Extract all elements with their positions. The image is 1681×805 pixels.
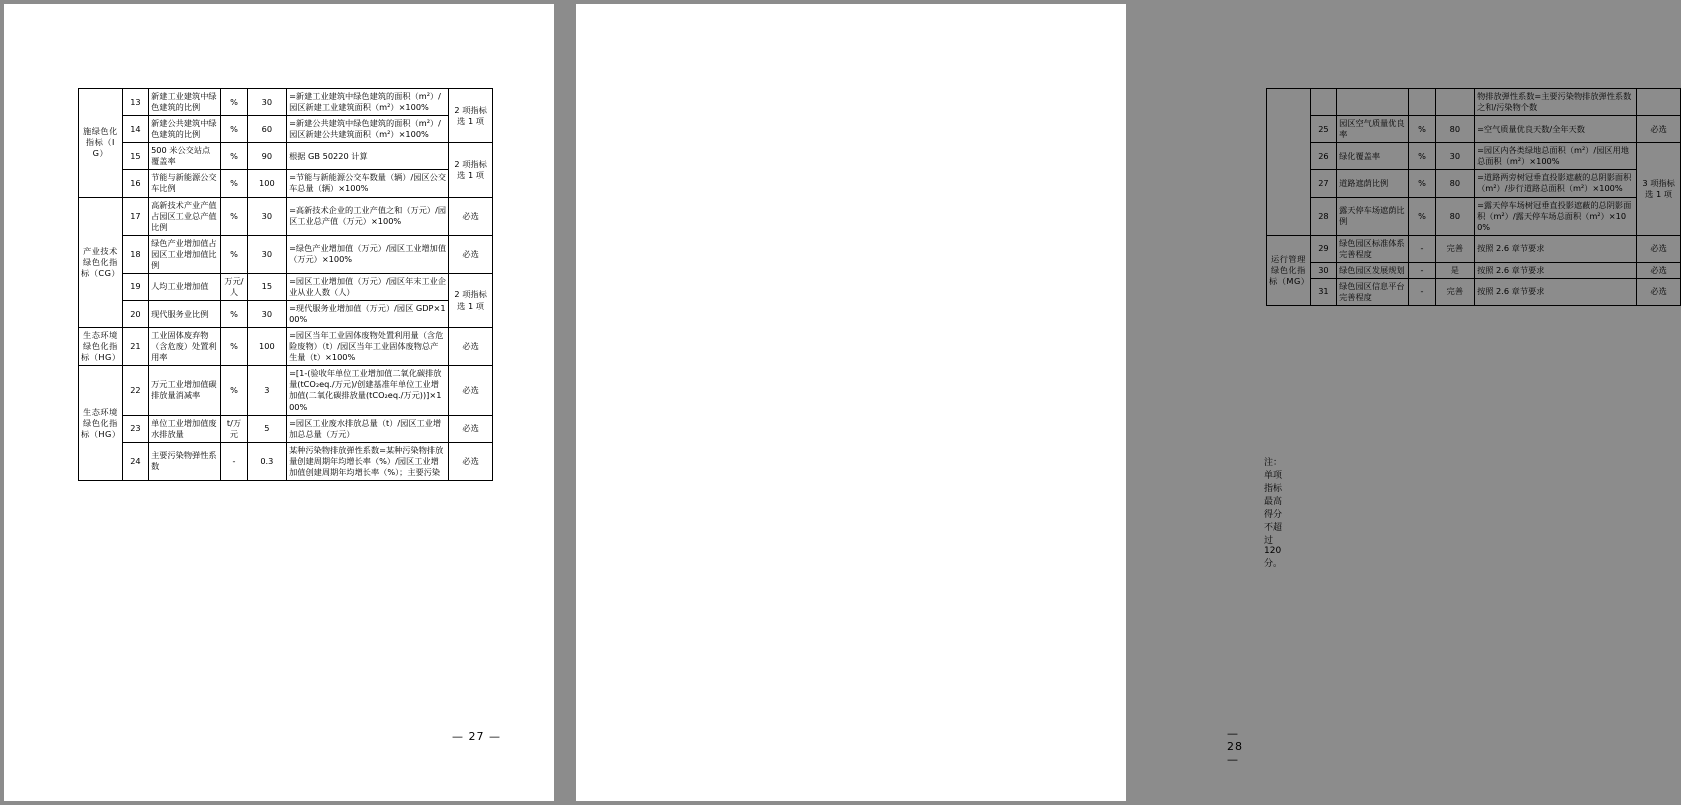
cell-value: 80 bbox=[1435, 197, 1474, 235]
table-row bbox=[79, 116, 493, 143]
cell-unit: % bbox=[1409, 143, 1435, 170]
cell-unit: % bbox=[1409, 197, 1435, 235]
cell-name: 园区空气质量优良率 bbox=[1337, 116, 1409, 143]
cell-unit: 万元/人 bbox=[221, 273, 247, 300]
cell-calc: 根据 GB 50220 计算 bbox=[287, 143, 449, 170]
cell-calc: =高新技术企业的工业产值之和（万元）/园区工业总产值（万元）×100% bbox=[287, 197, 449, 235]
cell-no: 19 bbox=[122, 273, 148, 300]
cell-calc: 按照 2.6 章节要求 bbox=[1475, 235, 1637, 262]
cell-requirement: 必选 bbox=[1637, 235, 1681, 262]
cell-no: 21 bbox=[122, 328, 148, 366]
table-row bbox=[79, 235, 493, 273]
cell-value: 15 bbox=[247, 273, 286, 300]
cell-value: 60 bbox=[247, 116, 286, 143]
cell-unit: % bbox=[221, 89, 247, 116]
cell-unit: - bbox=[1409, 235, 1435, 262]
table-row bbox=[79, 301, 493, 328]
cell-name: 绿化覆盖率 bbox=[1337, 143, 1409, 170]
table-row bbox=[1267, 262, 1681, 278]
table-row bbox=[79, 442, 493, 480]
cell-unit: % bbox=[221, 328, 247, 366]
cell-calc: =新建工业建筑中绿色建筑的面积（m²）/园区新建工业建筑面积（m²）×100% bbox=[287, 89, 449, 116]
cell-value: 0.3 bbox=[247, 442, 286, 480]
cell-no bbox=[1310, 89, 1336, 116]
indicator-table-right bbox=[1266, 88, 1681, 306]
cell-unit: % bbox=[1409, 170, 1435, 197]
cell-requirement: 2 项指标选 1 项 bbox=[449, 89, 493, 143]
cell-calc: =露天停车场树冠垂直投影遮蔽的总阴影面积（m²）/露天停车场总面积（m²）×100% bbox=[1475, 197, 1637, 235]
cell-calc: =新建公共建筑中绿色建筑的面积（m²）/园区新建公共建筑面积（m²）×100% bbox=[287, 116, 449, 143]
page-number: — 28 — bbox=[1227, 727, 1243, 766]
cell-calc: =园区工业废水排放总量（t）/园区工业增加总总量（万元） bbox=[287, 415, 449, 442]
cell-name: 单位工业增加值废水排放量 bbox=[149, 415, 221, 442]
cell-name: 工业固体废弃物（含危废）处置利用率 bbox=[149, 328, 221, 366]
cell-calc: 按照 2.6 章节要求 bbox=[1475, 262, 1637, 278]
cell-unit bbox=[1409, 89, 1435, 116]
cell-no: 27 bbox=[1310, 170, 1336, 197]
cell-category: 生态环境绿色化指标（HG） bbox=[79, 328, 123, 366]
table-row bbox=[1267, 143, 1681, 170]
cell-value: 80 bbox=[1435, 170, 1474, 197]
cell-unit: t/万元 bbox=[221, 415, 247, 442]
cell-name: 500 米公交站点覆盖率 bbox=[149, 143, 221, 170]
page-28 bbox=[576, 4, 1675, 801]
cell-value: 90 bbox=[247, 143, 286, 170]
cell-unit: - bbox=[1409, 278, 1435, 305]
cell-name: 露天停车场遮荫比例 bbox=[1337, 197, 1409, 235]
cell-calc: =园区工业增加值（万元）/园区年末工业企业从业人数（人） bbox=[287, 273, 449, 300]
cell-unit: % bbox=[221, 143, 247, 170]
cell-no: 31 bbox=[1310, 278, 1336, 305]
table-row bbox=[79, 415, 493, 442]
cell-name: 绿色园区信息平台完善程度 bbox=[1337, 278, 1409, 305]
table-row bbox=[79, 366, 493, 415]
table-note: 注：单项指标最高得分不超过 120 分。 bbox=[1264, 458, 1283, 569]
cell-name: 主要污染物弹性系数 bbox=[149, 442, 221, 480]
cell-category: 产业技术绿色化指标（CG） bbox=[79, 197, 123, 328]
cell-calc: 物排放弹性系数=主要污染物排放弹性系数之和/污染物个数 bbox=[1475, 89, 1637, 116]
cell-value: 完善 bbox=[1435, 235, 1474, 262]
table-row bbox=[79, 273, 493, 300]
cell-category: 施绿色化指标（IG） bbox=[79, 89, 123, 198]
cell-calc: =园区当年工业固体废物处置利用量（含危险废物）（t）/园区当年工业固体废物总产生量（t）×100% bbox=[287, 328, 449, 366]
cell-no: 15 bbox=[122, 143, 148, 170]
cell-requirement: 必选 bbox=[1637, 278, 1681, 305]
cell-unit: - bbox=[221, 442, 247, 480]
cell-category: 运行管理绿色化指标（MG） bbox=[1267, 235, 1311, 305]
cell-unit: % bbox=[221, 170, 247, 197]
cell-no: 22 bbox=[122, 366, 148, 415]
cell-value: 30 bbox=[1435, 143, 1474, 170]
cell-value: 是 bbox=[1435, 262, 1474, 278]
cell-no: 28 bbox=[1310, 197, 1336, 235]
cell-name: 万元工业增加值碳排放量消减率 bbox=[149, 366, 221, 415]
cell-requirement: 必选 bbox=[449, 235, 493, 273]
cell-no: 17 bbox=[122, 197, 148, 235]
table-row bbox=[79, 89, 493, 116]
cell-unit: % bbox=[1409, 116, 1435, 143]
table-row bbox=[1267, 170, 1681, 197]
cell-requirement: 必选 bbox=[449, 442, 493, 480]
cell-requirement: 必选 bbox=[449, 366, 493, 415]
cell-value: 100 bbox=[247, 170, 286, 197]
cell-no: 18 bbox=[122, 235, 148, 273]
cell-unit: % bbox=[221, 116, 247, 143]
page-27 bbox=[4, 4, 554, 801]
indicator-table-left bbox=[78, 88, 493, 481]
cell-value: 30 bbox=[247, 301, 286, 328]
cell-requirement bbox=[1637, 89, 1681, 116]
cell-name: 绿色园区标准体系完善程度 bbox=[1337, 235, 1409, 262]
table-row bbox=[1267, 89, 1681, 116]
cell-no: 23 bbox=[122, 415, 148, 442]
table-row bbox=[1267, 278, 1681, 305]
cell-name: 新建公共建筑中绿色建筑的比例 bbox=[149, 116, 221, 143]
cell-name: 现代服务业比例 bbox=[149, 301, 221, 328]
cell-requirement: 必选 bbox=[449, 415, 493, 442]
cell-calc: =节能与新能源公交车数量（辆）/园区公交车总量（辆）×100% bbox=[287, 170, 449, 197]
cell-unit: % bbox=[221, 366, 247, 415]
cell-value: 30 bbox=[247, 89, 286, 116]
cell-name: 绿色园区发展规划 bbox=[1337, 262, 1409, 278]
cell-name: 高新技术产业产值占园区工业总产值比例 bbox=[149, 197, 221, 235]
table-row bbox=[1267, 116, 1681, 143]
cell-category bbox=[1267, 89, 1311, 236]
cell-value: 完善 bbox=[1435, 278, 1474, 305]
cell-category: 生态环境绿色化指标（HG） bbox=[79, 366, 123, 481]
cell-no: 24 bbox=[122, 442, 148, 480]
cell-value: 30 bbox=[247, 197, 286, 235]
cell-calc: =园区内各类绿地总面积（m²）/园区用地总面积（m²）×100% bbox=[1475, 143, 1637, 170]
cell-value: 80 bbox=[1435, 116, 1474, 143]
cell-no: 20 bbox=[122, 301, 148, 328]
cell-requirement: 必选 bbox=[449, 328, 493, 366]
cell-unit: - bbox=[1409, 262, 1435, 278]
cell-value: 5 bbox=[247, 415, 286, 442]
cell-name bbox=[1337, 89, 1409, 116]
cell-value: 3 bbox=[247, 366, 286, 415]
cell-calc: =绿色产业增加值（万元）/园区工业增加值（万元）×100% bbox=[287, 235, 449, 273]
cell-name: 人均工业增加值 bbox=[149, 273, 221, 300]
cell-value: 30 bbox=[247, 235, 286, 273]
cell-unit: % bbox=[221, 235, 247, 273]
cell-unit: % bbox=[221, 197, 247, 235]
cell-value: 100 bbox=[247, 328, 286, 366]
page-number: — 27 — bbox=[452, 730, 501, 743]
cell-name: 新建工业建筑中绿色建筑的比例 bbox=[149, 89, 221, 116]
cell-requirement: 2 项指标选 1 项 bbox=[449, 143, 493, 197]
cell-no: 13 bbox=[122, 89, 148, 116]
cell-no: 25 bbox=[1310, 116, 1336, 143]
table-row bbox=[79, 197, 493, 235]
table-row bbox=[1267, 235, 1681, 262]
cell-requirement: 3 项指标选 1 项 bbox=[1637, 143, 1681, 235]
cell-requirement: 必选 bbox=[1637, 262, 1681, 278]
cell-no: 16 bbox=[122, 170, 148, 197]
cell-calc: =现代服务业增加值（万元）/园区 GDP×100% bbox=[287, 301, 449, 328]
cell-calc: 按照 2.6 章节要求 bbox=[1475, 278, 1637, 305]
cell-no: 29 bbox=[1310, 235, 1336, 262]
cell-calc: 某种污染物排放弹性系数=某种污染物排放量创建周期年均增长率（%）/园区工业增加值创建周期年均增长率（%）；主要污染 bbox=[287, 442, 449, 480]
cell-name: 道路遮荫比例 bbox=[1337, 170, 1409, 197]
cell-calc: =道路两旁树冠垂直投影遮蔽的总阴影面积（m²）/步行道路总面积（m²）×100% bbox=[1475, 170, 1637, 197]
cell-name: 绿色产业增加值占园区工业增加值比例 bbox=[149, 235, 221, 273]
cell-unit: % bbox=[221, 301, 247, 328]
cell-requirement: 必选 bbox=[449, 197, 493, 235]
cell-no: 14 bbox=[122, 116, 148, 143]
cell-requirement: 必选 bbox=[1637, 116, 1681, 143]
cell-value bbox=[1435, 89, 1474, 116]
cell-requirement: 2 项指标选 1 项 bbox=[449, 273, 493, 327]
cell-no: 26 bbox=[1310, 143, 1336, 170]
cell-calc: =空气质量优良天数/全年天数 bbox=[1475, 116, 1637, 143]
table-row bbox=[79, 328, 493, 366]
cell-calc: =[1-(验收年单位工业增加值二氧化碳排放量(tCO₂eq./万元)/创建基准年单位工业增加值(二氧化碳排放量(tCO₂eq./万元))]×100% bbox=[287, 366, 449, 415]
table-row bbox=[79, 170, 493, 197]
table-row bbox=[79, 143, 493, 170]
cell-name: 节能与新能源公交车比例 bbox=[149, 170, 221, 197]
cell-no: 30 bbox=[1310, 262, 1336, 278]
table-row bbox=[1267, 197, 1681, 235]
